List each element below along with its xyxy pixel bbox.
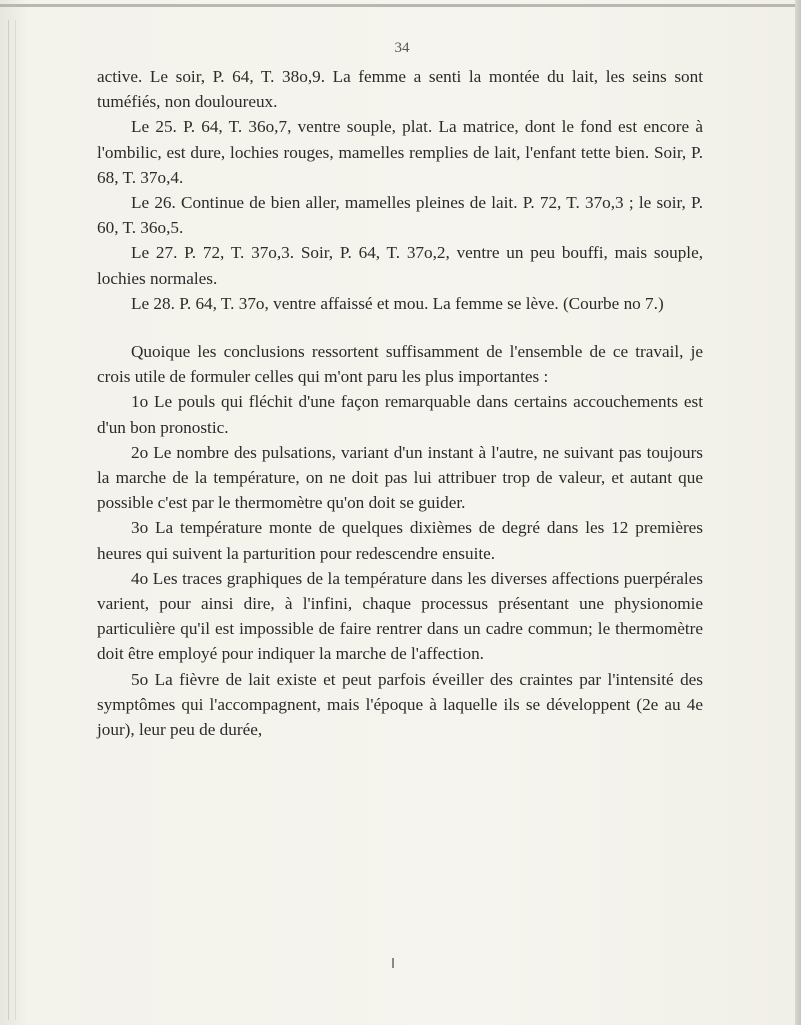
page-binding-edge [8, 20, 16, 1020]
conclusion-item: 1o Le pouls qui fléchit d'une façon remarquable dans certains accouchements est d'un bon pronostic. [97, 392, 703, 437]
conclusion-item: 4o Les traces graphiques de la température dans les diverses affections puerpérales varient, pour ainsi dire, à l'infini, chaque processus présentant une physionomie particulière qu'il est impossible de faire rentrer dans un cadre commun; le thermomètre doit être employé pour indiquer la marche de l'affection. [97, 568, 703, 664]
page-right-edge [795, 0, 801, 1025]
print-mark [392, 958, 394, 968]
paragraph: active. Le soir, P. 64, T. 38o,9. La femme a senti la montée du lait, les seins sont tuméfiés, non douloureux. [97, 67, 703, 112]
conclusion-item: 2o Le nombre des pulsations, variant d'un instant à l'autre, ne suivant pas toujours la marche de la température, on ne doit pas lui attribuer trop de valeur, et autant que possible c'est par le thermomètre qu'on doit se guider. [97, 442, 703, 513]
conclusion-item: 3o La température monte de quelques dixièmes de degré dans les 12 premières heures qui suivent la parturition pour redescendre ensuite. [97, 518, 703, 563]
page-number: 34 [394, 40, 410, 56]
page-top-edge [0, 4, 801, 7]
conclusion-item: 5o La fièvre de lait existe et peut parfois éveiller des craintes par l'intensité des symptômes qui l'accompagnent, mais l'époque à laquelle ils se développent (2e au 4e jour), leur peu de durée, [97, 669, 703, 740]
paragraph: Le 27. P. 72, T. 37o,3. Soir, P. 64, T. 37o,2, ventre un peu bouffi, mais souple, lochies normales. [97, 243, 703, 288]
body-text [97, 64, 703, 742]
paragraph: Le 25. P. 64, T. 36o,7, ventre souple, plat. La matrice, dont le fond est encore à l'ombilic, est dure, lochies rouges, mamelles remplies de lait, l'enfant tette bien. Soir, P. 68, T. 37o,4. [97, 117, 703, 187]
paragraph: Quoique les conclusions ressortent suffisamment de l'ensemble de ce travail, je crois utile de formuler celles qui m'ont paru les plus importantes : [97, 342, 703, 387]
paragraph: Le 28. P. 64, T. 37o, ventre affaissé et mou. La femme se lève. (Courbe no 7.) [131, 293, 664, 313]
paragraph: Le 26. Continue de bien aller, mamelles pleines de lait. P. 72, T. 37o,3 ; le soir, P. 60, T. 36o,5. [97, 193, 703, 238]
